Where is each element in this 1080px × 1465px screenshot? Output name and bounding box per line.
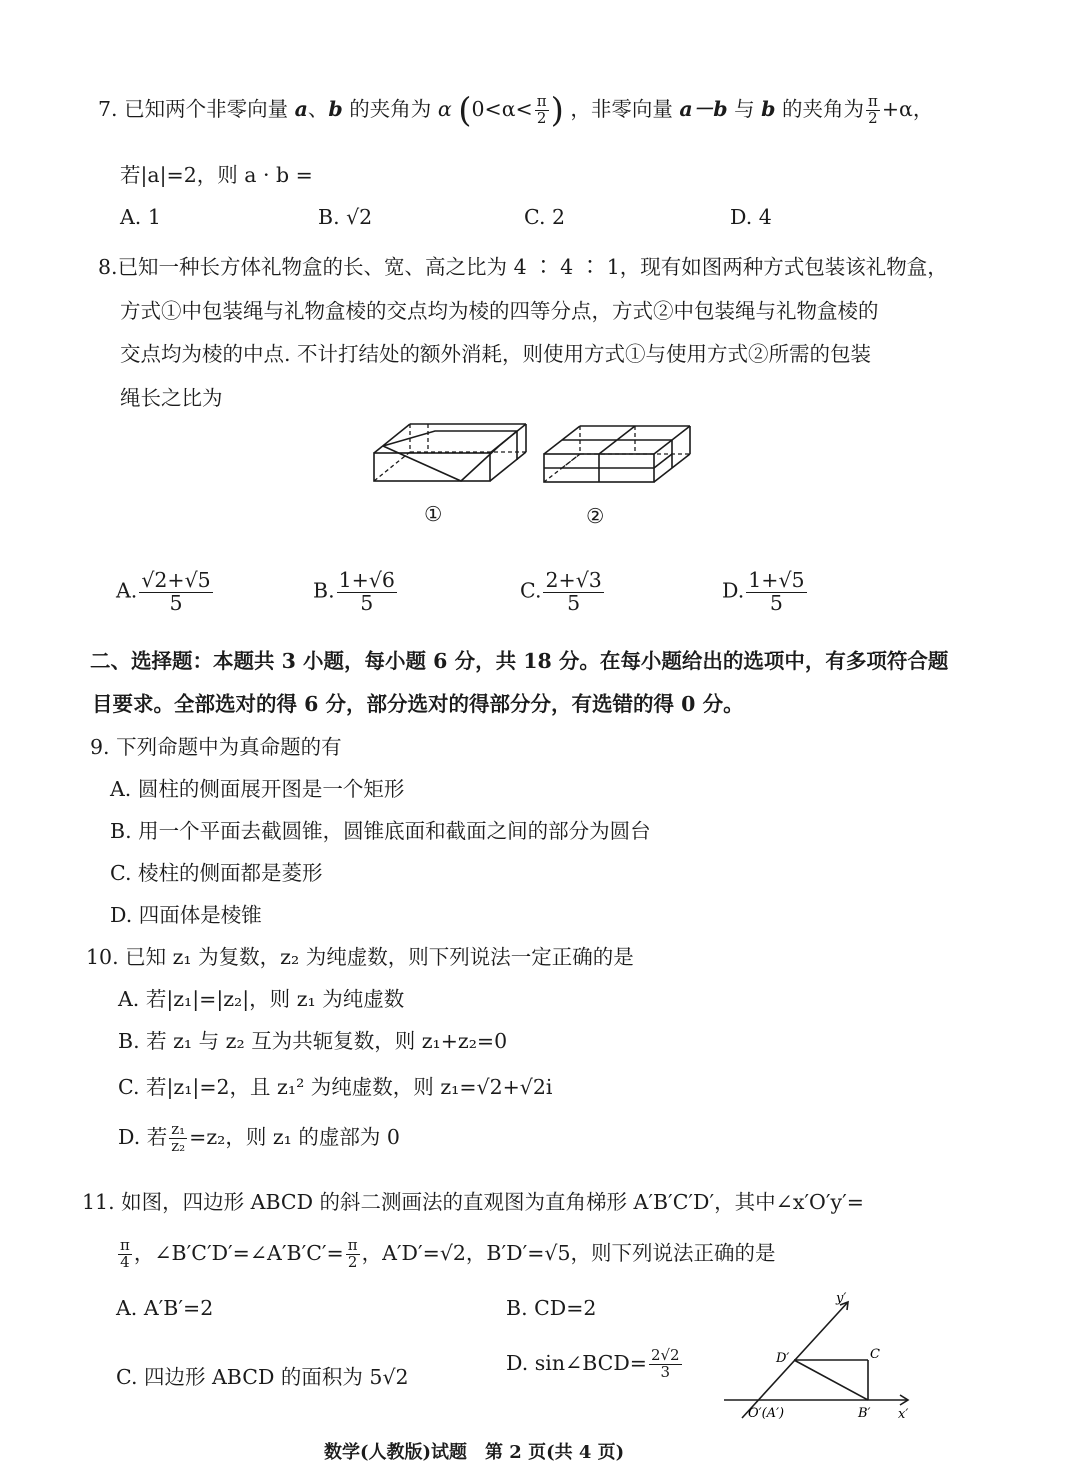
q11-option-a: A. A′B′=2 bbox=[116, 1296, 214, 1320]
q10-stem: 10. 已知 z₁ 为复数，z₂ 为纯虚数，则下列说法一定正确的是 bbox=[86, 945, 634, 969]
label-origin: O′(A′) bbox=[748, 1406, 785, 1421]
q11-option-c: C. 四边形 ABCD 的面积为 5√2 bbox=[116, 1365, 409, 1389]
q10-option-c: C. 若|z₁|=2，且 z₁² 为纯虚数，则 z₁=√2+√2i bbox=[118, 1075, 553, 1099]
q9-stem: 9. 下列命题中为真命题的有 bbox=[90, 735, 342, 759]
label-d-prime: D′ bbox=[776, 1351, 790, 1366]
q7-line2: 若|a|=2，则 a · b = bbox=[120, 163, 313, 187]
q8-option-d: D. $\frac{1+√5}{5}$ bbox=[722, 568, 805, 615]
q8-line1: 8.已知一种长方体礼物盒的长、宽、高之比为 4 ∶ 4 ∶ 1，现有如图两种方式包装该礼物盒， bbox=[98, 255, 948, 279]
q7-pi-over-2b: $\frac{\pi}{2}$ bbox=[867, 92, 878, 127]
q8-number: 8. bbox=[98, 255, 118, 279]
label-b-prime: B′ bbox=[858, 1406, 871, 1421]
q7-option-c: C. 2 bbox=[524, 205, 566, 229]
q11-line1: 11. 如图，四边形 ABCD 的斜二测画法的直观图为直角梯形 A′B′C′D′，其中∠x′O′y′= bbox=[82, 1190, 864, 1214]
gift-box-figure-2 bbox=[540, 420, 700, 490]
q11-pi-over-2: $\frac{\pi}{2}$ bbox=[347, 1236, 358, 1271]
label-y-prime: y′ bbox=[836, 1291, 847, 1306]
q11-option-b: B. CD=2 bbox=[506, 1296, 597, 1320]
q7-line1: 7. 已知两个非零向量 a、b 的夹角为 α (0<α< $\frac{\pi}{2}$ ) ，非零向量 a－b 与 b 的夹角为 $\frac{\pi}{2}$ +α， bbox=[98, 90, 934, 131]
trapezoid-figure bbox=[718, 1288, 918, 1428]
label-x-prime: x′ bbox=[898, 1407, 909, 1422]
q11-line2: $\frac{\pi}{4}$ ，∠B′C′D′=∠A′B′C′= $\frac{\pi}{2}$ ，A′D′=√2，B′D′=√5，则下列说法正确的是 bbox=[120, 1236, 776, 1271]
q7-pi-over-2: $\frac{\pi}{2}$ bbox=[536, 92, 547, 127]
q8-line4: 绳长之比为 bbox=[120, 386, 223, 410]
q8-option-c: C. $\frac{2+√3}{5}$ bbox=[520, 568, 602, 615]
q8-option-b: B. $\frac{1+√6}{5}$ bbox=[313, 568, 395, 615]
q9-option-b: B. 用一个平面去截圆锥，圆锥底面和截面之间的部分为圆台 bbox=[110, 819, 651, 843]
q10-option-d: D. 若 $\frac{\text{z₁}}{\text{z₂}}$ =z₂，则 z₁ 的虚部为 0 bbox=[118, 1120, 400, 1155]
section-2-heading-line2: 目要求。全部选对的得 6 分，部分选对的得部分分，有选错的得 0 分。 bbox=[92, 692, 744, 716]
q10-option-a: A. 若|z₁|=|z₂|，则 z₁ 为纯虚数 bbox=[118, 987, 405, 1011]
q8-line3: 交点均为棱的中点. 不计打结处的额外消耗，则使用方式①与使用方式②所需的包装 bbox=[120, 342, 872, 366]
gift-box-figure-1 bbox=[368, 418, 534, 488]
q11-option-d: D. sin∠BCD= $\frac{2√2}{3}$ bbox=[506, 1346, 680, 1381]
q7-option-d: D. 4 bbox=[730, 205, 772, 229]
q9-option-a: A. 圆柱的侧面展开图是一个矩形 bbox=[110, 777, 405, 801]
q11-pi-over-4: $\frac{\pi}{4}$ bbox=[120, 1236, 130, 1271]
figure-2-label: ② bbox=[586, 504, 605, 528]
q7-option-a: A. 1 bbox=[120, 205, 161, 229]
q9-option-c: C. 棱柱的侧面都是菱形 bbox=[110, 861, 323, 885]
q8-option-a: A. $\frac{√2+√5}{5}$ bbox=[116, 568, 211, 615]
page-footer: 数学(人教版)试题 第 2 页(共 4 页) bbox=[324, 1442, 625, 1463]
figure-1-label: ① bbox=[424, 502, 443, 526]
q8-line2: 方式①中包装绳与礼物盒棱的交点均为棱的四等分点，方式②中包装绳与礼物盒棱的 bbox=[120, 299, 879, 323]
section-2-heading-line1: 二、选择题：本题共 3 小题，每小题 6 分，共 18 分。在每小题给出的选项中，有多项符合题 bbox=[90, 649, 949, 673]
q10-option-b: B. 若 z₁ 与 z₂ 互为共轭复数，则 z₁+z₂=0 bbox=[118, 1029, 508, 1053]
q7-number: 7. bbox=[98, 97, 118, 121]
q7-option-b: B. √2 bbox=[318, 205, 373, 229]
label-c: C bbox=[870, 1347, 880, 1362]
q9-option-d: D. 四面体是棱锥 bbox=[110, 903, 262, 927]
